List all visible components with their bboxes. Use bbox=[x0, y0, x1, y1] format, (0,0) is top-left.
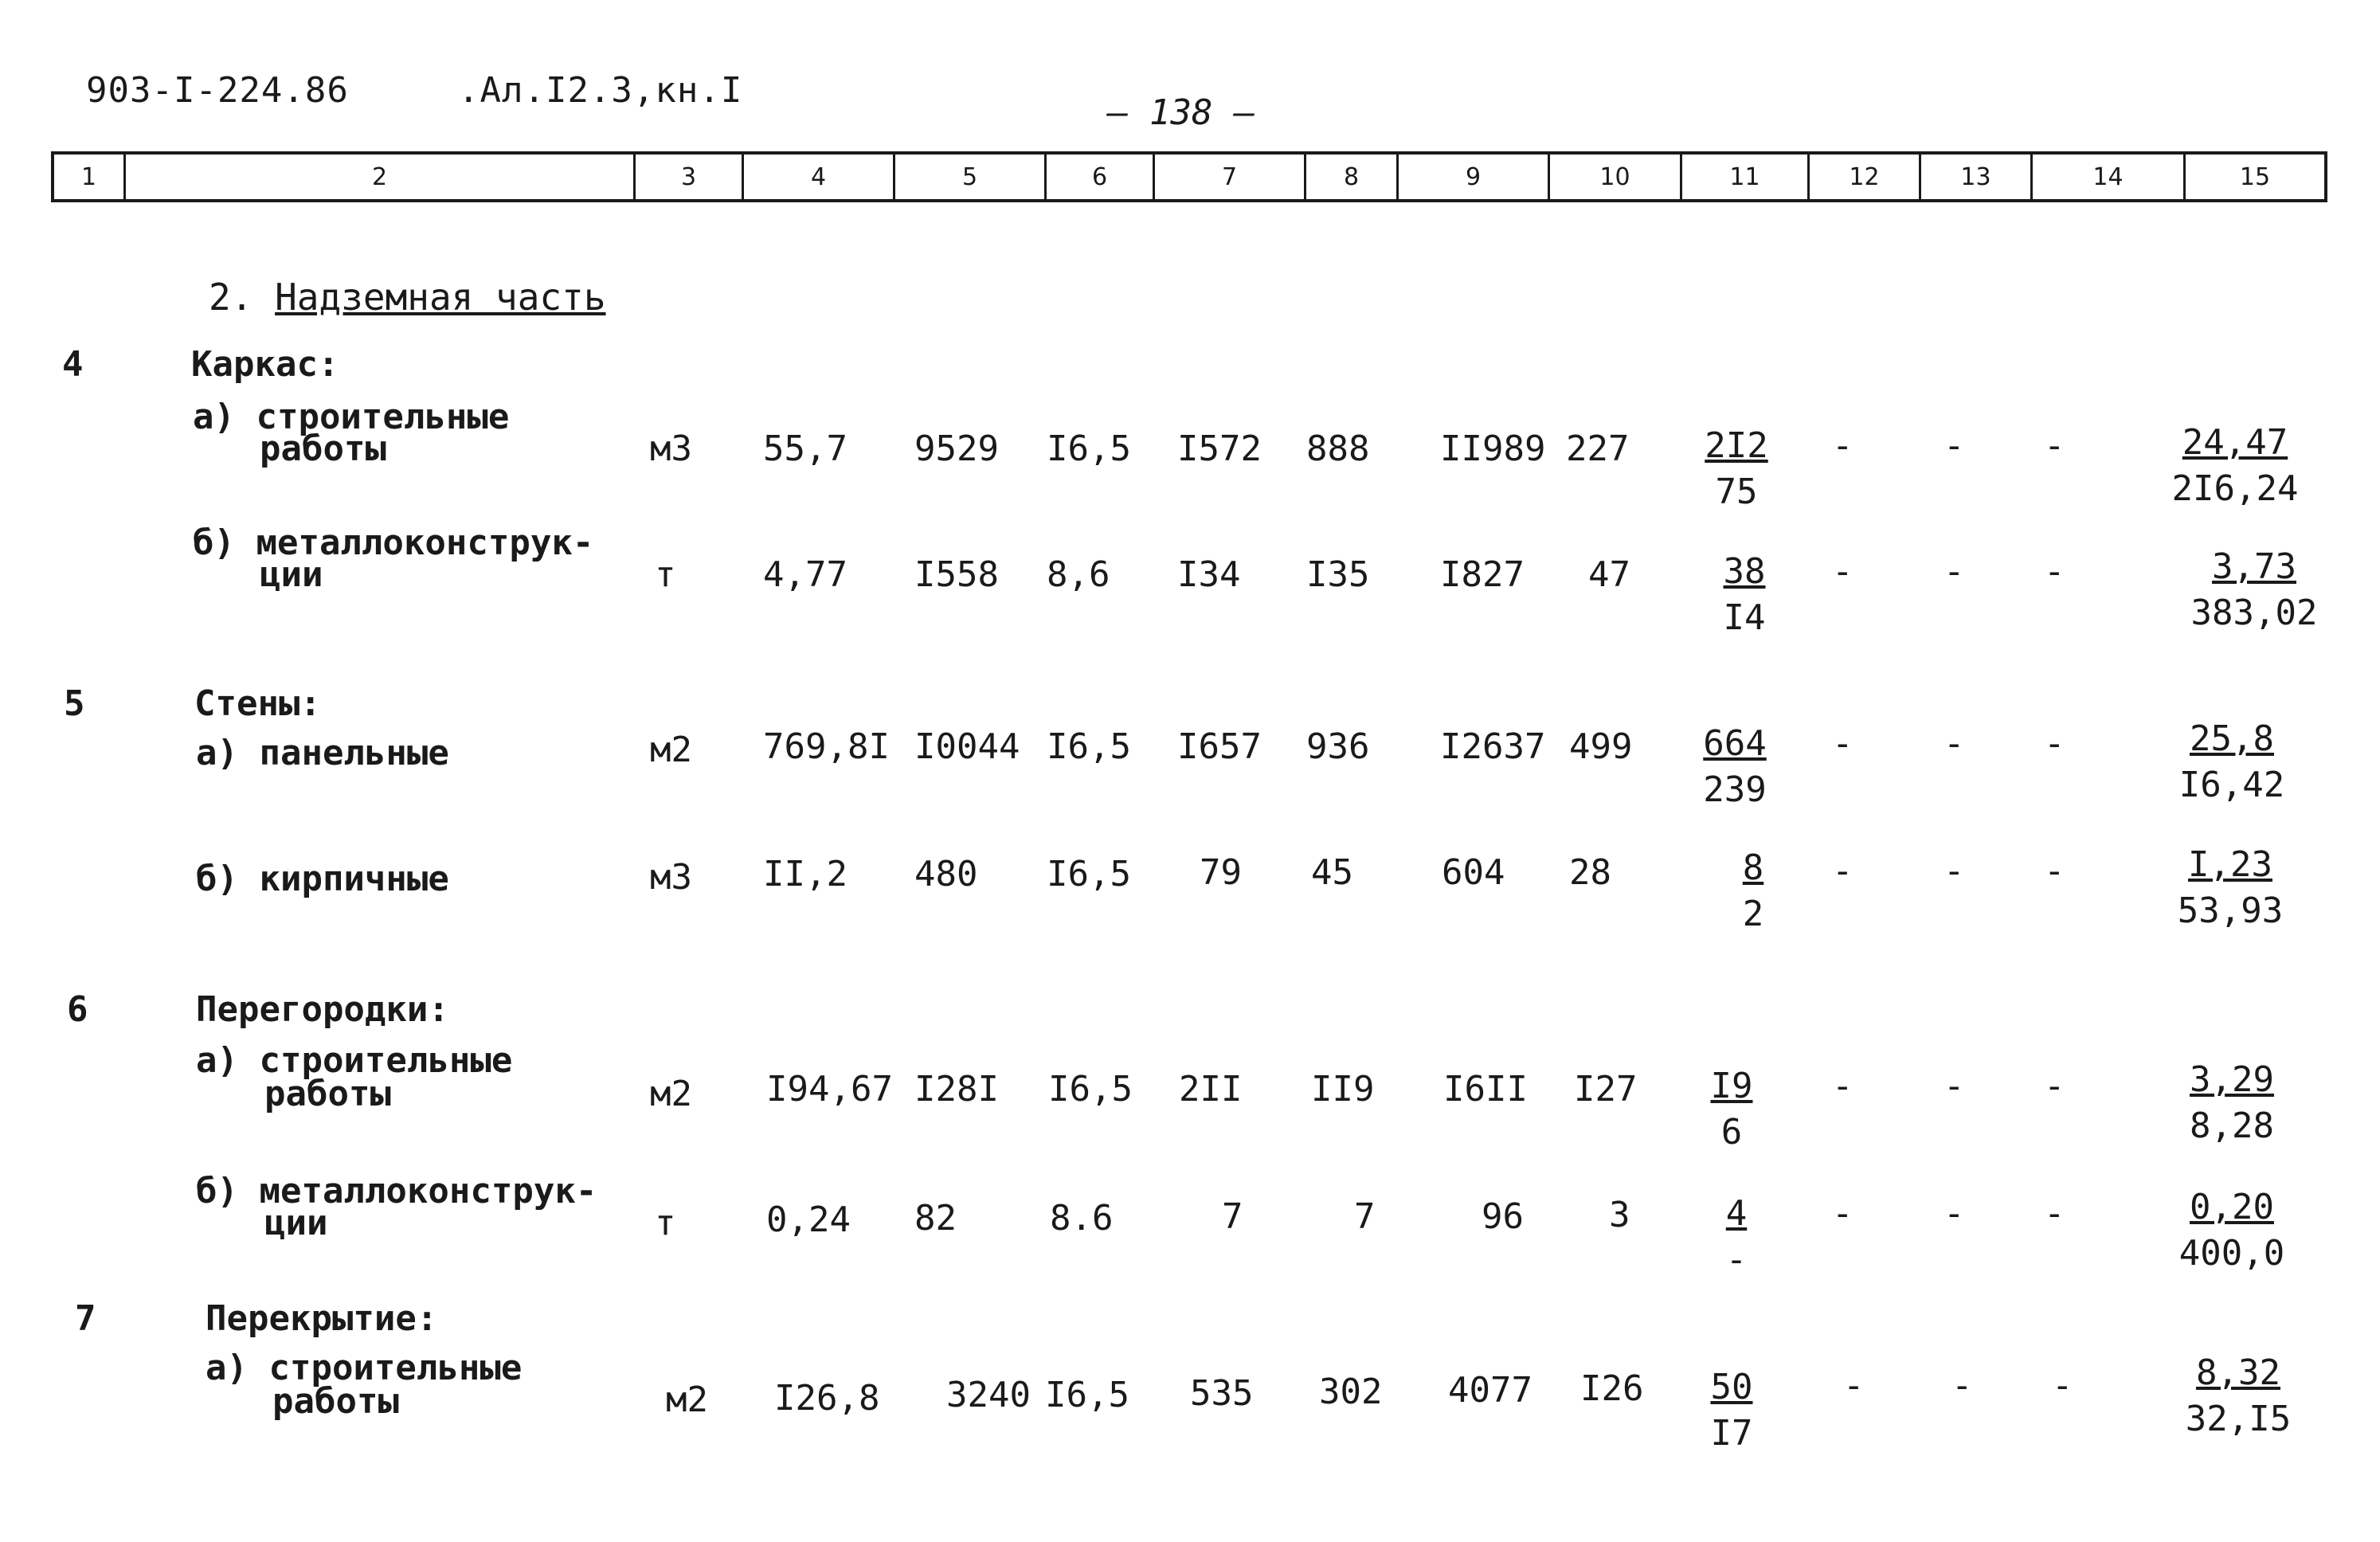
cell-c14: - bbox=[2044, 723, 2065, 764]
cell-c10: 47 bbox=[1588, 554, 1630, 595]
cell-c7: I34 bbox=[1177, 554, 1241, 595]
cell-c15-top: 8,32 bbox=[2196, 1352, 2280, 1393]
cell-c15-top: I,23 bbox=[2188, 844, 2272, 885]
unit-cell: м2 bbox=[650, 730, 692, 770]
cell-c8: 7 bbox=[1354, 1196, 1376, 1237]
cell-c14: - bbox=[2044, 851, 2065, 891]
cell-c7: 535 bbox=[1190, 1373, 1254, 1414]
cell-c9: I827 bbox=[1440, 554, 1525, 595]
cell-c14: - bbox=[2044, 425, 2065, 466]
cell-c12: - bbox=[1832, 425, 1854, 466]
cell-c12: - bbox=[1843, 1365, 1865, 1406]
cell-c10: I27 bbox=[1574, 1069, 1638, 1110]
cell-c11-bottom: 2 bbox=[1742, 894, 1764, 934]
unit-cell: м2 bbox=[666, 1380, 708, 1420]
cell-c6: I6,5 bbox=[1047, 726, 1131, 767]
cell-c6: 8.6 bbox=[1050, 1198, 1114, 1239]
cell-c13: - bbox=[1951, 1365, 1973, 1406]
cell-c15 bbox=[2160, 1059, 2304, 1146]
cell-c11-bottom: I4 bbox=[1723, 597, 1766, 638]
cell-c15-bottom: 2I6,24 bbox=[2171, 468, 2299, 509]
cell-c15 bbox=[2182, 546, 2326, 633]
cell-c11 bbox=[1687, 723, 1783, 810]
cell-c13: - bbox=[1944, 723, 1965, 764]
cell-c11-top: 38 bbox=[1723, 551, 1766, 592]
cell-c15 bbox=[2159, 844, 2302, 931]
cell-c15 bbox=[2160, 1187, 2304, 1274]
row-label: б) кирпичные bbox=[196, 859, 449, 899]
cell-c11-top: 4 bbox=[1725, 1193, 1748, 1234]
cell-c5: 9529 bbox=[914, 429, 999, 469]
cell-c10: I26 bbox=[1580, 1368, 1644, 1409]
cell-c9: I6II bbox=[1443, 1069, 1528, 1110]
cell-c5: I558 bbox=[914, 554, 999, 595]
cell-c6: I6,5 bbox=[1047, 429, 1131, 469]
group-name: Перекрытие: bbox=[206, 1298, 438, 1339]
cell-c11 bbox=[1689, 425, 1784, 512]
group-number: 4 bbox=[62, 344, 84, 385]
row-label: а) строительные bbox=[206, 1348, 523, 1388]
cell-c10: 499 bbox=[1569, 726, 1633, 767]
group-number: 5 bbox=[64, 683, 85, 724]
cell-c11-bottom: 6 bbox=[1720, 1112, 1743, 1153]
column-number: 1 bbox=[54, 155, 126, 199]
row-label: а) строительные bbox=[196, 1040, 513, 1081]
cell-c4: 4,77 bbox=[763, 554, 847, 595]
cell-c4: 55,7 bbox=[763, 429, 847, 469]
cell-c15-top: 3,73 bbox=[2212, 546, 2296, 587]
unit-cell: м3 bbox=[650, 857, 692, 898]
cell-c15 bbox=[2174, 1352, 2302, 1439]
column-number: 4 bbox=[744, 155, 895, 199]
cell-c5: 82 bbox=[914, 1198, 957, 1239]
row-label-cont: работы bbox=[272, 1381, 399, 1422]
cell-c5: 480 bbox=[914, 854, 978, 894]
unit-cell: т bbox=[655, 1203, 676, 1243]
cell-c12: - bbox=[1832, 851, 1854, 891]
cell-c14: - bbox=[2044, 551, 2065, 592]
cell-c5: I0044 bbox=[914, 726, 1020, 767]
group-name: Перегородки: bbox=[196, 989, 449, 1030]
column-number: 6 bbox=[1047, 155, 1155, 199]
cell-c11 bbox=[1709, 847, 1797, 934]
cell-c15-bottom: 400,0 bbox=[2178, 1233, 2285, 1274]
column-number: 12 bbox=[1810, 155, 1921, 199]
column-number: 2 bbox=[126, 155, 636, 199]
row-label: б) металлоконструк- bbox=[196, 1171, 597, 1211]
group-number: 6 bbox=[67, 989, 88, 1030]
page-number: — 138 — bbox=[1107, 92, 1255, 133]
column-number: 8 bbox=[1306, 155, 1399, 199]
cell-c8: 888 bbox=[1306, 429, 1370, 469]
column-number: 9 bbox=[1399, 155, 1550, 199]
cell-c8: 45 bbox=[1311, 852, 1353, 893]
cell-c15-top: 24,47 bbox=[2182, 422, 2288, 463]
group-name: Стены: bbox=[194, 683, 321, 724]
cell-c13: - bbox=[1944, 551, 1965, 592]
cell-c15-top: 0,20 bbox=[2190, 1187, 2274, 1227]
cell-c4: I26,8 bbox=[774, 1378, 880, 1419]
section-name: Надземная часть bbox=[275, 276, 606, 319]
cell-c11-top: 664 bbox=[1703, 723, 1767, 764]
document-reference: .Ал.I2.3,кн.I bbox=[458, 70, 743, 111]
cell-c11-top: I9 bbox=[1710, 1066, 1753, 1106]
cell-c15 bbox=[2163, 422, 2307, 509]
row-label: а) панельные bbox=[196, 733, 449, 773]
cell-c8: 302 bbox=[1319, 1372, 1383, 1412]
column-number: 3 bbox=[636, 155, 744, 199]
cell-c11-bottom: 75 bbox=[1715, 472, 1758, 512]
section-number: 2. bbox=[209, 276, 253, 319]
cell-c15-top: 3,29 bbox=[2190, 1059, 2274, 1100]
cell-c15-bottom: 53,93 bbox=[2177, 890, 2284, 931]
column-number: 7 bbox=[1155, 155, 1306, 199]
row-label-cont: ции bbox=[260, 554, 323, 595]
column-number: 15 bbox=[2239, 162, 2271, 191]
cell-c13: - bbox=[1944, 1193, 1965, 1234]
row-label-cont: ции bbox=[264, 1203, 328, 1243]
cell-c11-bottom: 239 bbox=[1703, 769, 1767, 810]
cell-c6: I6,5 bbox=[1047, 854, 1131, 894]
unit-cell: м3 bbox=[650, 429, 692, 469]
cell-c10: 3 bbox=[1609, 1195, 1630, 1235]
cell-c11 bbox=[1692, 1066, 1771, 1153]
cell-c13: - bbox=[1944, 851, 1965, 891]
cell-c4: II,2 bbox=[763, 854, 847, 894]
cell-c7: I572 bbox=[1177, 429, 1262, 469]
cell-c15-top: 25,8 bbox=[2190, 718, 2274, 759]
document-code: 903-I-224.86 bbox=[86, 70, 349, 111]
cell-c14: - bbox=[2044, 1066, 2065, 1106]
unit-cell: м2 bbox=[650, 1074, 692, 1114]
column-number: 11 bbox=[1682, 155, 1810, 199]
cell-c11-bottom: - bbox=[1725, 1239, 1748, 1280]
column-number: 13 bbox=[1921, 155, 2033, 199]
section-title bbox=[209, 276, 606, 319]
group-name: Каркас: bbox=[191, 344, 339, 385]
column-number: 5 bbox=[895, 155, 1047, 199]
cell-c9: 4077 bbox=[1448, 1370, 1533, 1411]
cell-c6: I6,5 bbox=[1045, 1375, 1129, 1415]
cell-c11-top: 2I2 bbox=[1705, 425, 1768, 466]
cell-c9: 604 bbox=[1442, 852, 1505, 893]
cell-c7: 2II bbox=[1179, 1069, 1243, 1110]
cell-c10: 28 bbox=[1569, 852, 1611, 893]
cell-c10: 227 bbox=[1566, 429, 1630, 469]
unit-cell: т bbox=[655, 554, 676, 595]
cell-c9: 96 bbox=[1482, 1196, 1524, 1237]
row-label-cont: работы bbox=[264, 1074, 391, 1114]
cell-c7: I657 bbox=[1177, 726, 1262, 767]
cell-c8: I35 bbox=[1306, 554, 1370, 595]
cell-c15-bottom: 383,02 bbox=[2190, 593, 2318, 633]
cell-c4: 769,8I bbox=[763, 726, 890, 767]
cell-c11-bottom: I7 bbox=[1710, 1413, 1753, 1454]
cell-c12: - bbox=[1832, 723, 1854, 764]
cell-c7: 7 bbox=[1222, 1196, 1243, 1237]
cell-c4: I94,67 bbox=[766, 1069, 893, 1110]
column-number: 14 bbox=[2033, 155, 2186, 199]
group-number: 7 bbox=[75, 1298, 96, 1339]
cell-c5: I28I bbox=[914, 1069, 999, 1110]
row-label-cont: работы bbox=[260, 429, 386, 469]
cell-c14: - bbox=[2044, 1193, 2065, 1234]
cell-c6: 8,6 bbox=[1047, 554, 1110, 595]
cell-c14: - bbox=[2052, 1365, 2073, 1406]
cell-c9: II989 bbox=[1440, 429, 1546, 469]
cell-c9: I2637 bbox=[1440, 726, 1546, 767]
cell-c11-top: 8 bbox=[1742, 847, 1764, 888]
row-label: б) металлоконструк- bbox=[193, 522, 594, 563]
row-label: а) строительные bbox=[193, 397, 510, 437]
cell-c11 bbox=[1697, 1193, 1776, 1280]
cell-c15 bbox=[2160, 718, 2304, 805]
cell-c12: - bbox=[1832, 551, 1854, 592]
cell-c15-bottom: 8,28 bbox=[2190, 1106, 2274, 1146]
cell-c12: - bbox=[1832, 1193, 1854, 1234]
cell-c11-top: 50 bbox=[1710, 1367, 1753, 1407]
cell-c11 bbox=[1692, 1367, 1771, 1454]
cell-c4: 0,24 bbox=[766, 1200, 851, 1240]
cell-c5: 3240 bbox=[946, 1375, 1031, 1415]
cell-c7: 79 bbox=[1200, 852, 1242, 893]
cell-c13: - bbox=[1944, 1066, 1965, 1106]
cell-c15-bottom: 32,I5 bbox=[2185, 1399, 2292, 1439]
cell-c8: II9 bbox=[1311, 1069, 1375, 1110]
cell-c6: I6,5 bbox=[1048, 1069, 1133, 1110]
cell-c13: - bbox=[1944, 425, 1965, 466]
cell-c8: 936 bbox=[1306, 726, 1370, 767]
cell-c15-bottom: I6,42 bbox=[2178, 765, 2285, 805]
cell-c11 bbox=[1697, 551, 1792, 638]
column-number: 10 bbox=[1550, 155, 1682, 199]
cell-c12: - bbox=[1832, 1066, 1854, 1106]
column-number-header bbox=[51, 151, 2327, 202]
